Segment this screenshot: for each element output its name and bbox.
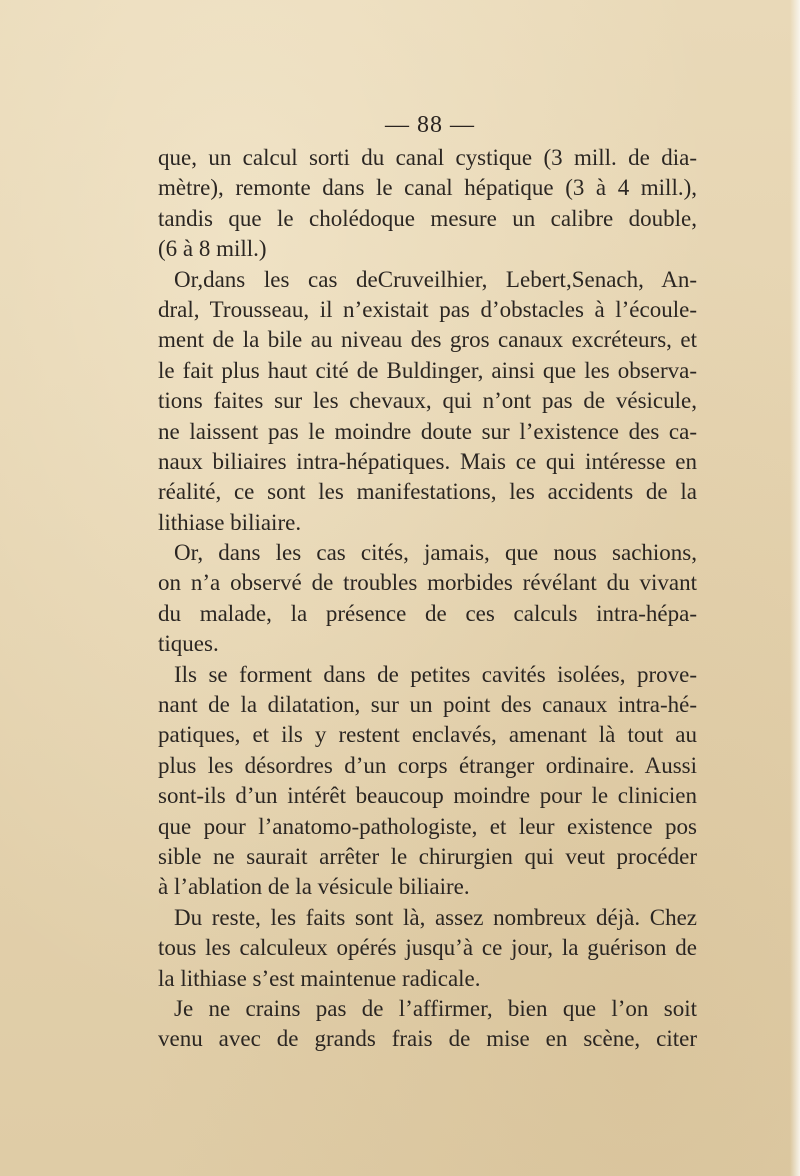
text-line: tandis que le cholédoque mesure un calibre double, [158, 205, 697, 231]
text-line: à l’ablation de la vésicule biliaire. [158, 874, 470, 900]
text-line: ment de la bile au niveau des gros canaux excréteurs, et [158, 327, 697, 353]
text-line: le fait plus haut cité de Buldinger, ainsi que les observa- [158, 357, 697, 383]
page-number: — 88 — [385, 112, 475, 138]
text-line: on n’a observé de troubles morbides révélant du vivant [158, 570, 697, 596]
page-edge [790, 0, 800, 1176]
text-line: que pour l’anatomo-pathologiste, et leur existence pos [158, 813, 697, 839]
text-line: patiques, et ils y restent enclavés, amenant là tout au [158, 722, 697, 748]
text-line: sible ne saurait arrêter le chirurgien qui veut procéder [158, 843, 697, 869]
body-text [158, 143, 697, 1055]
text-line: lithiase biliaire. [158, 509, 302, 535]
text-line: (6 à 8 mill.) [158, 236, 267, 262]
text-line: du malade, la présence de ces calculs intra-hépa- [158, 600, 697, 626]
text-line: Ils se forment dans de petites cavités isolées, prove- [174, 661, 697, 687]
text-line: Or,dans les cas deCruveilhier, Lebert,Senach, An- [174, 266, 697, 292]
text-line: que, un calcul sorti du canal cystique (3 mill. de dia- [158, 145, 697, 170]
text-line: réalité, ce sont les manifestations, les accidents de la [158, 479, 697, 505]
text-line: naux biliaires intra-hépatiques. Mais ce qui intéresse en [158, 448, 697, 474]
text-line: la lithiase s’est maintenue radicale. [158, 965, 481, 991]
text-line: Du reste, les faits sont là, assez nombreux déjà. Chez [174, 904, 697, 930]
text-line: tions faites sur les chevaux, qui n’ont pas de vésicule, [158, 388, 697, 414]
text-line: nant de la dilatation, sur un point des canaux intra-hé- [158, 692, 697, 718]
text-line: tiques. [158, 631, 219, 657]
text-line: dral, Trousseau, il n’existait pas d’obstacles à l’écoule- [158, 296, 697, 322]
text-line: plus les désordres d’un corps étranger ordinaire. Aussi [158, 752, 697, 778]
text-line: venu avec de grands frais de mise en scène, citer [158, 1026, 697, 1052]
text-line: tous les calculeux opérés jusqu’à ce jour, la guérison de [158, 935, 697, 961]
text-line: Or, dans les cas cités, jamais, que nous sachions, [174, 540, 697, 566]
text-line: ne laissent pas le moindre doute sur l’existence des ca- [158, 418, 697, 444]
text-line: mètre), remonte dans le canal hépatique (3 à 4 mill.), [158, 175, 697, 201]
text-line: sont-ils d’un intérêt beaucoup moindre pour le clinicien [158, 783, 697, 809]
text-line: Je ne crains pas de l’affirmer, bien que l’on soit [174, 995, 697, 1021]
